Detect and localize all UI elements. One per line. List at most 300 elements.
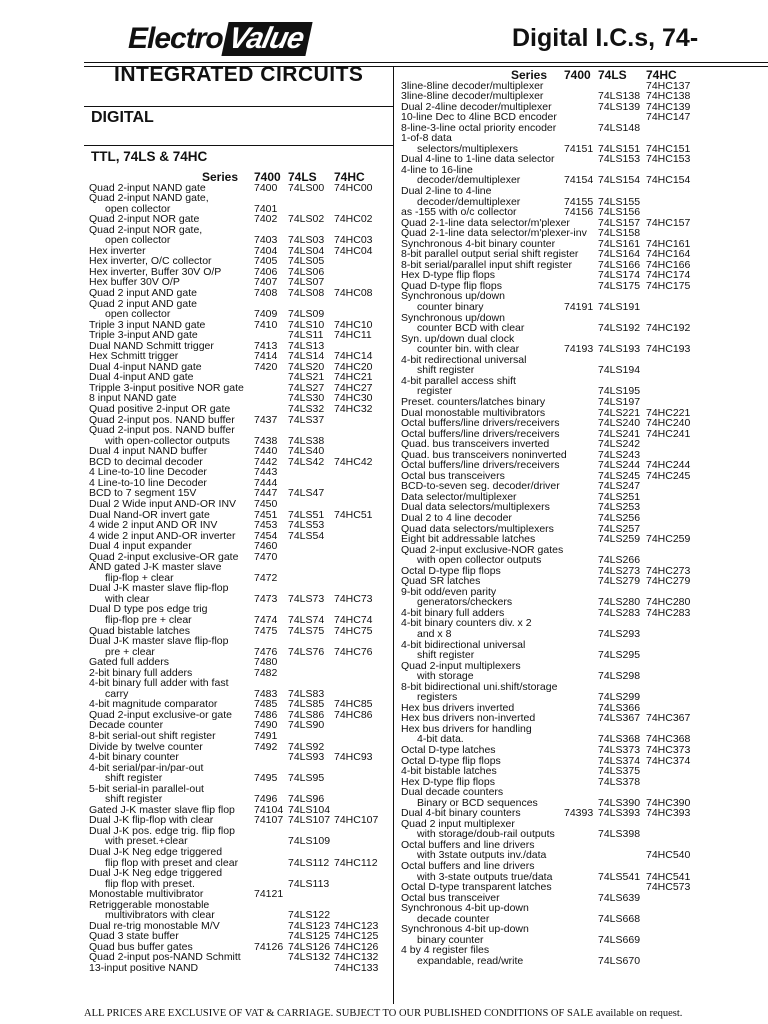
part-description: with 3state outputs inv./data (417, 849, 547, 862)
part-74ls: 74LS148 (598, 121, 641, 134)
part-74ls: 74LS156 (598, 206, 641, 219)
part-7400: 74155 (564, 195, 594, 208)
part-7400: 7401 (254, 202, 278, 215)
part-74ls: 74LS02 (288, 213, 325, 226)
part-74ls: 74LS367 (598, 712, 641, 725)
category-heading: DIGITAL (91, 109, 154, 126)
part-74ls: 74LS123 (288, 919, 331, 932)
part-74ls: 74LS378 (598, 775, 641, 788)
part-description: Quad 2-1-line data selector/m'plexer-inv (401, 227, 587, 240)
part-7400: 7438 (254, 434, 278, 447)
part-description: flip flop with preset and clear (105, 856, 239, 869)
table-row (89, 499, 389, 510)
part-74ls: 74LS83 (288, 687, 325, 700)
col-header-74ls: 74LS (598, 68, 627, 82)
part-description: carry (105, 687, 129, 700)
part-description: 4-bit binary counter (89, 751, 179, 764)
table-row (401, 302, 731, 313)
part-description: Quad positive 2-input OR gate (89, 403, 231, 416)
part-74ls: 74LS53 (288, 519, 325, 532)
table-header (401, 70, 731, 81)
part-74hc: 74HC540 (646, 849, 691, 862)
part-description: Dual 2-line to 4-line (401, 185, 492, 198)
part-74ls: 74LS298 (598, 670, 641, 683)
part-74ls: 74LS541 (598, 870, 641, 883)
part-74ls: 74LS251 (598, 490, 641, 503)
part-74ls: 74LS96 (288, 793, 325, 806)
left-column (89, 63, 389, 975)
part-74ls: 74LS51 (288, 508, 325, 521)
part-description: and x 8 (417, 627, 452, 640)
part-74ls: 74LS47 (288, 487, 325, 500)
part-74ls: 74LS92 (288, 740, 325, 753)
part-7400: 7420 (254, 360, 278, 373)
part-description: Quad D-type flip flops (401, 279, 502, 292)
part-7400: 74107 (254, 814, 284, 827)
part-74hc: 74HC373 (646, 744, 691, 756)
part-7400: 74154 (564, 174, 594, 187)
part-74hc: 74HC14 (334, 350, 373, 363)
part-description: 5-bit serial-in parallel-out (89, 782, 204, 795)
part-74hc: 74HC73 (334, 592, 373, 605)
part-74ls: 74LS668 (598, 912, 641, 925)
part-74ls: 74LS95 (288, 772, 325, 785)
part-74hc: 74HC279 (646, 575, 691, 588)
part-74ls: 74LS11 (288, 329, 324, 342)
part-7400: 7476 (254, 645, 278, 658)
part-description: shift register (417, 364, 475, 377)
part-74ls: 74LS07 (288, 276, 325, 289)
part-74ls: 74LS166 (598, 258, 641, 271)
electrovalue-logo: ElectroValue (128, 22, 309, 56)
part-description: Quad. bus transceivers inverted (401, 438, 550, 451)
part-74hc: 74HC541 (646, 870, 691, 883)
part-74hc: 74HC00 (334, 181, 373, 194)
part-description: counter binary (417, 301, 484, 314)
part-74hc: 74HC139 (646, 100, 691, 113)
part-description: Syn. up/down dual clock (401, 332, 515, 345)
part-description: 4-bit data. (417, 733, 464, 746)
part-description: Dual J-K pos. edge trig. flip flop (89, 824, 235, 837)
part-74ls: 74LS93 (288, 751, 325, 764)
part-description: 4-bit parallel access shift (401, 374, 516, 387)
part-description: Data selector/multiplexer (401, 490, 517, 503)
part-74ls: 74LS197 (598, 395, 641, 408)
table-row (401, 861, 731, 872)
part-description: Hex D-type flip flops (401, 775, 495, 788)
part-description: open collector (105, 234, 171, 247)
part-74hc: 74HC153 (646, 153, 691, 166)
part-description: Retriggerable monostable (89, 898, 210, 911)
part-description: Octal buffers and line drivers (401, 860, 535, 873)
part-description: Divide by twelve counter (89, 740, 203, 753)
part-description: Dual 4-input NAND gate (89, 360, 202, 373)
part-74hc: 74HC164 (646, 248, 691, 261)
part-description: Hex D-type flip flops (401, 269, 495, 282)
part-74hc: 74HC138 (646, 90, 691, 103)
part-7400: 7400 (254, 181, 278, 194)
part-74ls: 74LS00 (288, 181, 325, 194)
part-74ls: 74LS10 (288, 318, 325, 331)
part-description: with storage/doub-rail outputs (417, 828, 555, 841)
table-row (401, 397, 731, 408)
part-74hc: 74HC240 (646, 417, 691, 430)
part-description: Gated J-K master slave flip flop (89, 803, 235, 816)
part-7400: 7480 (254, 656, 278, 669)
part-7400: 7483 (254, 687, 278, 700)
part-74ls: 74LS368 (598, 733, 641, 746)
part-description: Quad 3 state buffer (89, 930, 179, 943)
part-description: Gated full adders (89, 656, 169, 669)
part-74hc: 74HC08 (334, 287, 373, 300)
part-description: as -155 with o/c collector (401, 206, 517, 219)
part-74ls: 74LS373 (598, 744, 641, 756)
col-header-series: Series (202, 170, 239, 184)
part-74ls: 74LS157 (598, 216, 641, 229)
part-description: Hex inverter, Buffer 30V O/P (89, 265, 222, 278)
part-description: multivibrators with clear (105, 909, 215, 922)
part-description: Quad 2 input AND gate (89, 287, 197, 300)
part-7400: 7406 (254, 265, 278, 278)
part-74hc: 74HC04 (334, 244, 373, 257)
part-description: with preset.+clear (105, 835, 188, 848)
table-row (89, 847, 389, 858)
part-description: 4 by 4 register files (401, 944, 490, 957)
part-74ls: 74LS76 (288, 645, 325, 658)
page-title: Digital I.C.s, 74- (512, 24, 699, 52)
part-7400: 7491 (254, 729, 278, 742)
part-description: Quad 2-input NAND gate, (89, 192, 209, 205)
part-74hc: 74HC368 (646, 733, 691, 746)
part-description: 4-bit serial/par-in/par-out (89, 761, 204, 774)
table-row (401, 629, 731, 640)
part-74ls: 74LS113 (288, 877, 330, 890)
part-description: Binary or BCD sequences (417, 796, 538, 809)
part-description: Hex inverter, O/C collector (89, 255, 212, 268)
part-description: Dual 4 input expander (89, 540, 192, 553)
part-description: Synchronous up/down (401, 311, 505, 324)
part-description: Monostable multivibrator (89, 888, 204, 901)
part-74ls: 74LS05 (288, 255, 325, 268)
part-74ls: 74LS253 (598, 501, 641, 514)
part-74ls: 74LS299 (598, 691, 641, 704)
part-74hc: 74HC107 (334, 814, 379, 827)
part-description: 8-bit bidirectional uni.shift/storage (401, 680, 558, 693)
part-7400: 74393 (564, 807, 594, 820)
part-description: Octal D-type flip flops (401, 564, 501, 577)
part-description: Quad 2-input NOR gate (89, 213, 200, 226)
part-74hc: 74HC02 (334, 213, 373, 226)
part-7400: 7486 (254, 708, 278, 721)
part-description: Dual 2 to 4 line decoder (401, 511, 512, 524)
part-description: 3line-8line decoder/multiplexer (401, 90, 544, 103)
part-74ls: 74LS13 (288, 339, 325, 352)
part-74ls: 74LS280 (598, 596, 641, 609)
part-description: Dual J-K Neg edge triggered (89, 867, 223, 880)
part-74ls: 74LS122 (288, 909, 331, 922)
part-description: AND gated J-K master slave (89, 561, 222, 574)
part-description: counter bin. with clear (417, 343, 520, 356)
part-7400: 7492 (254, 740, 278, 753)
part-description: Dual 2-4line decoder/multiplexer (401, 100, 552, 113)
part-74hc: 74HC112 (334, 856, 378, 869)
part-description: 8-bit parallel output serial shift register (401, 248, 579, 261)
part-description: Octal buffers/line drivers/receivers (401, 427, 560, 440)
table-row (401, 513, 731, 524)
part-description: Quad 2-input NAND gate (89, 181, 206, 194)
part-74ls: 74LS193 (598, 343, 641, 356)
part-74hc: 74HC32 (334, 403, 373, 416)
part-7400: 74151 (564, 142, 594, 155)
part-description: Quad data selectors/multiplexers (401, 522, 554, 535)
part-74ls: 74LS06 (288, 265, 325, 278)
part-7400: 7410 (254, 318, 278, 331)
part-description: Quad 2-input pos. NAND buffer (89, 424, 235, 437)
part-description: Dual 4 input NAND buffer (89, 445, 208, 458)
part-74ls: 74LS194 (598, 364, 641, 377)
part-74hc: 74HC175 (646, 279, 691, 292)
part-description: with clear (105, 592, 150, 605)
part-description: 9-bit odd/even parity (401, 585, 497, 598)
part-7400: 7403 (254, 234, 278, 247)
col-header-7400: 7400 (564, 68, 591, 82)
part-7400: 7409 (254, 308, 278, 321)
part-74ls: 74LS221 (598, 406, 641, 419)
part-description: flip-flop + clear (105, 571, 174, 584)
part-description: shift register (105, 772, 163, 785)
part-7400: 74121 (254, 888, 284, 901)
part-74ls: 74LS273 (598, 564, 641, 577)
part-74hc: 74HC283 (646, 606, 691, 619)
part-description: 4-bit binary full adder with fast (89, 677, 229, 690)
part-description: Quad bus buffer gates (89, 940, 193, 953)
part-74ls: 74LS670 (598, 954, 641, 967)
part-description: Synchronous 4-bit binary counter (401, 237, 556, 250)
part-74ls: 74LS366 (598, 701, 641, 714)
part-7400: 74104 (254, 803, 284, 816)
part-74ls: 74LS86 (288, 708, 325, 721)
part-74ls: 74LS21 (288, 371, 325, 384)
part-7400: 74193 (564, 343, 594, 356)
part-74hc: 74HC30 (334, 392, 373, 405)
part-description: generators/checkers (417, 596, 513, 609)
part-7400: 7470 (254, 550, 278, 563)
part-description: 4 Line-to-10 line Decoder (89, 476, 207, 489)
part-description: Hex inverter (89, 244, 146, 257)
part-74ls: 74LS112 (288, 856, 330, 869)
part-74ls: 74LS266 (598, 554, 641, 567)
col-header-74ls: 74LS (288, 170, 317, 184)
part-74hc: 74HC137 (646, 79, 691, 92)
right-table (401, 81, 731, 967)
part-74ls: 74LS374 (598, 754, 641, 767)
right-column (401, 70, 731, 966)
part-74hc: 74HC85 (334, 698, 373, 711)
part-74hc: 74HC75 (334, 624, 373, 637)
part-74ls: 74LS293 (598, 627, 641, 640)
part-74hc: 74HC174 (646, 269, 691, 282)
part-description: Decade counter (89, 719, 164, 732)
part-74ls: 74LS175 (598, 279, 641, 292)
part-74ls: 74LS37 (288, 413, 325, 426)
part-description: flip flop with preset. (105, 877, 195, 890)
part-74ls: 74LS195 (598, 385, 641, 398)
col-header-7400: 7400 (254, 170, 281, 184)
table-row (89, 678, 389, 689)
part-74hc: 74HC125 (334, 930, 379, 943)
part-74ls: 74LS107 (288, 814, 331, 827)
part-74hc: 74HC93 (334, 751, 373, 764)
part-description: Dual 2 Wide input AND-OR INV (89, 497, 237, 510)
part-description: Dual data selectors/multiplexers (401, 501, 550, 514)
part-74hc: 74HC393 (646, 807, 691, 820)
table-row (401, 186, 731, 197)
col-header-74hc: 74HC (646, 68, 677, 82)
table-row (89, 520, 389, 531)
part-74ls: 74LS04 (288, 244, 325, 257)
part-7400: 7451 (254, 508, 278, 521)
part-74hc: 74HC193 (646, 343, 691, 356)
part-description: decade counter (417, 912, 490, 925)
part-description: 4-bit bistable latches (401, 765, 497, 778)
part-74ls: 74LS126 (288, 940, 331, 953)
part-description: with 3-state outputs true/data (417, 870, 553, 883)
part-description: Octal D-type transparent latches (401, 881, 552, 894)
part-description: Dual J-K Neg edge triggered (89, 846, 223, 858)
part-74hc: 74HC10 (334, 318, 373, 331)
divider (84, 145, 394, 146)
part-description: Hex buffer 30V O/P (89, 276, 180, 289)
part-74ls: 74LS109 (288, 835, 331, 848)
part-description: Octal bus transceiver (401, 891, 500, 904)
part-74hc: 74HC21 (334, 371, 373, 384)
part-7400: 7414 (254, 350, 278, 363)
part-7400: 7473 (254, 592, 278, 605)
part-7400: 74191 (564, 301, 594, 314)
part-74hc: 74HC74 (334, 613, 373, 626)
part-74hc: 74HC51 (334, 508, 373, 521)
part-7400: 7450 (254, 497, 278, 510)
family-heading: TTL, 74LS & 74HC (91, 149, 208, 164)
part-description: 4 wide 2 input AND-OR inverter (89, 529, 236, 542)
part-description: Dual J-K flip-flop with clear (89, 814, 214, 827)
part-74hc: 74HC245 (646, 469, 691, 482)
part-description: 4-bit binary full adders (401, 606, 505, 619)
table-header (89, 172, 389, 183)
part-description: Octal buffers/line drivers/receivers (401, 417, 560, 430)
part-description: Quad 2-1-line data selector/m'plexer (401, 216, 570, 229)
part-74ls: 74LS244 (598, 459, 641, 472)
part-74ls: 74LS09 (288, 308, 325, 321)
part-7400: 7454 (254, 529, 278, 542)
col-header-series: Series (511, 68, 548, 82)
part-7400: 7444 (254, 476, 278, 489)
part-7400: 7474 (254, 613, 278, 626)
part-description: Synchronous 4-bit up-down (401, 923, 529, 936)
part-description: Hex bus drivers inverted (401, 701, 515, 714)
part-74hc: 74HC241 (646, 427, 691, 440)
part-description: Dual monostable multivibrators (401, 406, 546, 419)
part-description: 4 Line-to-10 line Decoder (89, 466, 207, 479)
part-description: 13-input positive NAND (89, 962, 199, 975)
part-7400: 7443 (254, 466, 278, 479)
part-description: 1-of-8 data (401, 132, 452, 145)
part-74hc: 74HC03 (334, 234, 373, 247)
part-description: Hex bus drivers for handling (401, 722, 532, 735)
part-74ls: 74LS390 (598, 796, 641, 809)
part-74hc: 74HC86 (334, 708, 373, 721)
part-74hc: 74HC280 (646, 596, 691, 609)
part-description: Dual re-trig monostable M/V (89, 919, 220, 932)
column-divider (393, 66, 394, 1004)
part-74ls: 74LS42 (288, 455, 325, 468)
table-row (401, 418, 731, 429)
part-description: Dual NAND Schmitt trigger (89, 339, 214, 352)
part-74ls: 74LS154 (598, 174, 641, 187)
part-7400: 7485 (254, 698, 278, 711)
part-74ls: 74LS247 (598, 480, 641, 493)
part-description: Quad 2-input NOR gate, (89, 223, 203, 236)
part-74hc: 74HC166 (646, 258, 691, 271)
part-74ls: 74LS08 (288, 287, 325, 300)
part-description: BCD to 7 segment 15V (89, 487, 197, 500)
part-74hc: 74HC154 (646, 174, 691, 187)
part-74ls: 74LS03 (288, 234, 325, 247)
part-description: Dual D type pos edge trig (89, 603, 208, 616)
part-description: 4-bit bidirectional universal (401, 638, 526, 651)
part-description: Tripple 3-input positive NOR gate (89, 381, 244, 394)
part-74ls: 74LS245 (598, 469, 641, 482)
part-description: Quad 2-input pos. NAND buffer (89, 413, 235, 426)
part-description: Quad. bus transceivers noninverted (401, 448, 567, 461)
part-74ls: 74LS75 (288, 624, 325, 637)
part-74ls: 74LS73 (288, 592, 325, 605)
part-description: Octal bus transceivers (401, 469, 505, 482)
part-74ls: 74LS639 (598, 891, 641, 904)
part-description: 8-line-3-line octal priority encoder (401, 121, 557, 134)
part-74ls: 74LS669 (598, 933, 641, 946)
part-74hc: 74HC76 (334, 645, 373, 658)
part-description: Quad 2-input multiplexers (401, 659, 521, 672)
table-row (89, 288, 389, 299)
part-74ls: 74LS132 (288, 951, 331, 964)
part-description: shift register (105, 793, 163, 806)
part-74ls: 74LS38 (288, 434, 325, 447)
part-description: Quad bistable latches (89, 624, 190, 637)
part-74ls: 74LS14 (288, 350, 325, 363)
part-description: 8-bit serial/parallel input shift register (401, 258, 572, 271)
part-7400: 7440 (254, 445, 278, 458)
part-74ls: 74LS295 (598, 649, 641, 662)
part-description: Hex Schmitt trigger (89, 350, 179, 363)
part-74ls: 74LS90 (288, 719, 325, 732)
part-74hc: 74HC244 (646, 459, 691, 472)
part-description: counter BCD with clear (417, 322, 525, 335)
part-74ls: 74LS32 (288, 403, 325, 416)
part-74hc: 74HC27 (334, 381, 373, 394)
footer-note: ALL PRICES ARE EXCLUSIVE OF VAT & CARRIAGE. SUBJECT TO OUR PUBLISHED CONDITIONS OF SALE available on request. (84, 1008, 683, 1019)
part-74hc: 74HC132 (334, 951, 379, 964)
part-description: Quad SR latches (401, 575, 481, 588)
part-description: Quad 2 input AND gate (89, 297, 197, 310)
part-74ls: 74LS174 (598, 269, 641, 282)
part-74ls: 74LS191 (598, 301, 641, 314)
part-description: with storage (417, 670, 474, 683)
part-74ls: 74LS375 (598, 765, 641, 778)
part-description: 8 input NAND gate (89, 392, 177, 405)
part-description: Quad 2-input pos-NAND Schmitt (89, 951, 241, 964)
part-74ls: 74LS164 (598, 248, 641, 261)
